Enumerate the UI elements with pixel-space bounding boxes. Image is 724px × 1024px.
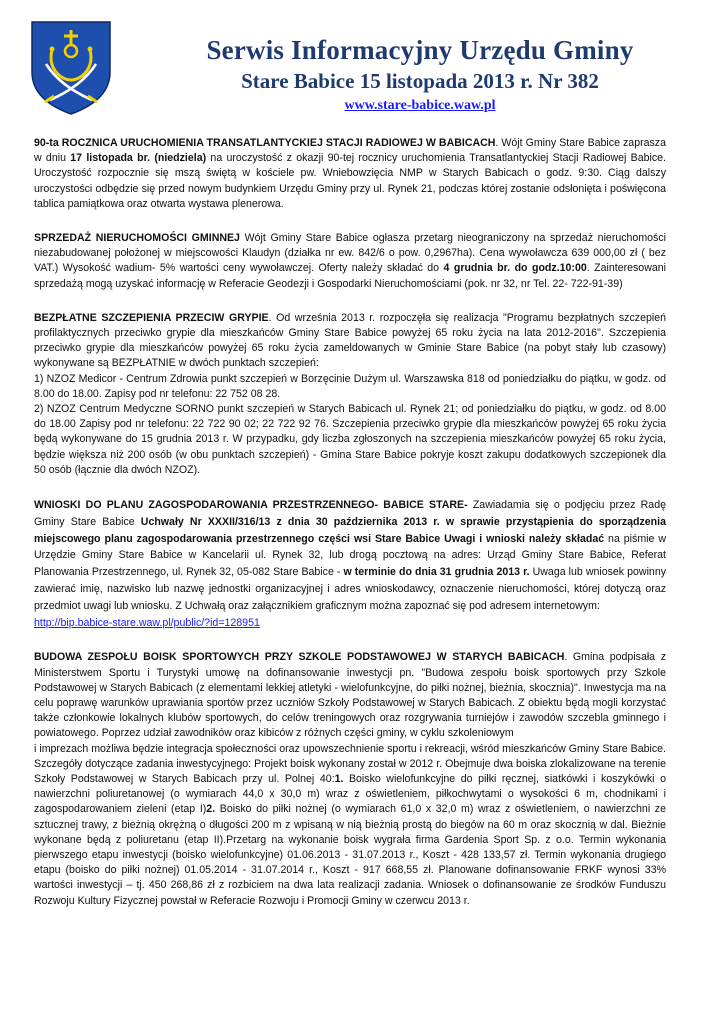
article-heading: SPRZEDAŻ NIERUCHOMOŚCI GMINNEJ [34, 232, 240, 245]
article-text: Wójt Gminy Stare Babice ogłasza przetarg nieograniczony na sprzedaż nieruchomości niezabudowanej położonej w miejscowości Klaudyn (działka nr ew. 842/6 o pow. 0,2967ha). Cena wywoławcza 639 000,00 zł ( bez VAT.) Wysokość wadium- 5% wartości ceny wywoławczej. Oferty należy składać do [34, 232, 666, 275]
newsletter-title: Serwis Informacyjny Urzędu Gminy [206, 35, 634, 65]
offer-deadline: 4 grudnia br. do godz.10:00 [443, 262, 587, 275]
article-zoning-plan [34, 497, 666, 631]
article-text: na uroczystość z okazji 90-tej rocznicy uruchomienia Transatlantyckiej Stacji Radiowej Babice. Uroczystość rozpocznie się mszą świętą w kościele pw. Wniebowzięcia NMP w Starych Babicach o godz. 9:30. Ciąg dalszy uroczystości odbędzie się przed nowym budynkiem Urzędu Gminy przy ul. Rynek 21, podczas której zostanie odsłonięta i poświęcona tablica pamiątkowa oraz otwarta wystawa plenerowa. [34, 152, 666, 210]
newsletter-header [0, 0, 724, 125]
vaccination-point-1: 1) NZOZ Medicor - Centrum Zdrowia punkt szczepień w Borzęcinie Dużym ul. Warszawska 818 od poniedziałku do piątku, w godz. od 8.00 do 18.00. Zapisy pod nr telefonu: 22 752 08 28. [34, 372, 666, 400]
article-text: Boisko wielofunkcyjne do piłki ręcznej, siatkówki i koszykówki o nawierzchni poliuretanowej (o wymiarach 44,0 x 30,0 m) wraz z oświetleniem, piłkochwytami o wysokości 6 m, chodnikami i zagospodarowaniem zieleni (etap I) [34, 773, 666, 816]
article-heading: BUDOWA ZESPOŁU BOISK SPORTOWYCH PRZY SZKOLE PODSTAWOWEJ W STARYCH BABICACH [34, 651, 565, 664]
article-heading: WNIOSKI DO PLANU ZAGOSPODAROWANIA PRZESTRZENNEGO- BABICE STARE- [34, 499, 468, 512]
article-text: Boisko do piłki nożnej (o wymiarach 61,0 x 32,0 m) wraz z oświetleniem, o nawierzchni ze sztucznej trawy, z bieżnią okrężną o długości 200 m z wpisaną w nią bieżnią prostą do biegów na 60 m oraz skocznią w dal. Bieżnie wykonane będą z poliuretanu (etap II).Przetarg na wykonanie boisk wygrała firma Gardenia Sport Sp. z o.o. Termin wykonania pierwszego etapu inwestycji (boisko wielofunkcyjne) 01.06.2013 - 31.07.2013 r., Koszt - 428 133,57 zł. Termin wykonania drugiego etapu (boisko do piłki nożnej) 01.05.2014 - 31.07.2014 r., Koszt - 917 668,55 zł. Planowane dofinansowanie FRKF wynosi 33% wartości inwestycji – tj. 450 268,86 zł z rozbiciem na dwa lata realizacji zadania. Wniosek o dofinansowanie ze środków Funduszu Rozwoju Kultury Fizycznej powstał w Referacie Rozwoju i Promocji Gminy w czerwcu 2013 r. [34, 803, 666, 907]
bip-link[interactable]: http://bip.babice-stare.waw.pl/public/?id=128951 [34, 616, 260, 629]
submission-deadline: w terminie do dnia 31 grudnia 2013 r. [343, 566, 530, 579]
article-text: . Zainteresowani sprzedażą mogą uzyskać informację w Referacie Geodezji i Gospodarki Nieruchomościami (pok. nr 32, nr Tel. 22- 722-91-39) [34, 262, 666, 290]
article-heading: BEZPŁATNE SZCZEPIENIA PRZECIW GRYPIE [34, 311, 269, 324]
article-property-sale [34, 231, 666, 292]
article-text: Zawiadamia się o podjęciu przez Radę Gminy Stare Babice [34, 499, 666, 528]
resolution-text: Uchwały Nr XXXII/316/13 z dnia 30 października 2013 r. w sprawie przystąpienia do sporządzenia miejscowego planu zagospodarowania przestrzennego części wsi Stare Babice Uwagi i wnioski należy składać [34, 515, 666, 545]
article-flu-vaccination [34, 311, 666, 478]
article-anniversary [34, 136, 666, 212]
issue-info: Stare Babice 15 listopada 2013 r. Nr 382 [241, 69, 599, 93]
article-text: . Od września 2013 r. rozpoczęła się realizacja "Programu bezpłatnych szczepień profilaktycznych przeciwko grypie dla mieszkańców Gminy Stare Babice powyżej 65 roku życia na lata 2012-2016". Szczepienia przeciwko grypie dla mieszkańców powyżej 65 roku życia zameldowanych w Gminie Stare Babice (na pobyt stały lub czasowy) wykonywane są BEZPŁATNIE w dwóch punktach szczepień: [34, 311, 666, 370]
title-block [130, 34, 710, 114]
event-date: 17 listopada br. (niedziela) [70, 152, 207, 165]
item-number-1: 1. [334, 773, 344, 786]
article-text: . Gmina podpisała z Ministerstwem Sportu i Turystyki umowę na dofinansowanie inwestycji pn. "Budowa zespołu boisk sportowych przy Szkole Podstawowej w Starych Babicach (z elementami lekkiej atletyki - wielofunkcyjne, do piłki nożnej, bieżnia, skocznia)". Inwestycja ma na celu poprawę warunków uprawiania sportów przez uczniów Szkoły Podstawowej w Starych Babicach. Z obiektu będą mogli korzystać także członkowie lokalnych klubów sportowych, do celów treningowych oraz rozgrywania turniejów i zawodów szczebla gminnego i powiatowego. Poprzez udział zawodników oraz kibiców z różnych części gminy, w cyklu szkoleniowym [34, 651, 666, 740]
article-text: Uwaga lub wniosek powinny zawierać imię, nazwisko lub nazwę jednostki organizacyjnej i adres wnioskodawcy, oznaczenie nieruchomości, której dotyczą oraz przedmiot uwagi lub wniosku. Z Uchwałą oraz załącznikiem graficznym można zapoznać się pod adresem internetowym: [34, 566, 667, 612]
article-text: . Wójt Gminy Stare Babice zaprasza w dniu [34, 137, 666, 165]
article-sports-fields [34, 650, 666, 908]
article-text: i imprezach możliwa będzie integracja społeczności oraz upowszechnienie sportu i rekreacji, wśród mieszkańców Gminy Stare Babice. Szczegóły dotyczące zadania inwestycyjnego: Projekt boisk wykonany został w 2012 r. Obejmuje dwa boiska zlokalizowane na terenie Szkoły Podstawowej w Starych Babicach przy ul. Polnej 40:1. Boisko wielofunkcyjne do piłki ręcznej, siatkówki i koszykówki o nawierzchni poliuretanowej (o wymiarach 44,0 x 30,0 m) wraz z oświetleniem, piłkochwytami o wysokości 6 m, chodnikami i zagospodarowaniem zieleni (etap I)2. Boisko do piłki nożnej (o wymiarach 61,0 x 32,0 m) wraz z oświetleniem, o nawierzchni ze sztucznej trawy, z bieżnią okrężną o długości 200 m z wpisaną w nią bieżnią prostą do biegów na 60 m oraz skocznią w dal. Bieżnie wykonane będą z poliuretanu (etap II).Przetarg na wykonanie boisk wygrała firma Gardenia Sport Sp. z o.o. Termin wykonania pierwszego etapu inwestycji (boisko wielofunkcyjne) 01.06.2013 - 31.07.2013 r., Koszt - 428 133,57 zł. Termin wykonania drugiego etapu (boisko do piłki nożnej) 01.05.2014 - 31.07.2014 r., Koszt - 917 668,55 zł. Planowane dofinansowanie FRKF wynosi 33% wartości inwestycji – tj. 450 268,86 zł z rozbiciem na dwa lata realizacji zadania. Wniosek o dofinansowanie ze środków Funduszu Rozwoju Kultury Fizycznej powstał w Referacie Rozwoju i Promocji Gminy w czerwcu 2013 r. [34, 742, 666, 907]
vaccination-point-2: 2) NZOZ Centrum Medyczne SORNO punkt szczepień w Starych Babicach ul. Rynek 21; od poniedziałku do piątku, w godz. od 8.00 do 18.00 Zapisy pod nr telefonu: 22 722 90 02; 22 722 92 76. Szczepienia przeciwko grypie dla mieszkańców powyżej 65 roku życia będą wykonywane do 15 grudnia 2013 r. W przypadku, gdy liczba zgłoszonych na szczepienia mieszkańców powyżej 65 roku życia, będzie większa niż 200 osób (w obu punktach szczepień) - Gmina Stare Babice pokryje koszt zakupu dodatkowych szczepionek dla 50 osób (łącznie dla dwóch NZOZ). [34, 403, 666, 476]
newsletter-body [34, 136, 666, 928]
article-text: na piśmie w Urzędzie Gminy Stare Babice w Kancelarii ul. Rynek 32, lub drogą pocztową na adres: Urząd Gminy Stare Babice, Referat Planowania Przestrzennego, ul. Rynek 32, 05-082 Stare Babice - [34, 532, 666, 579]
item-number-2: 2. [206, 803, 216, 816]
website-link[interactable]: www.stare-babice.waw.pl [344, 98, 496, 113]
article-heading: 90-ta ROCZNICA URUCHOMIENIA TRANSATLANTYCKIEJ STACJI RADIOWEJ W BABICACH [34, 137, 496, 149]
coat-of-arms-icon [30, 20, 112, 116]
